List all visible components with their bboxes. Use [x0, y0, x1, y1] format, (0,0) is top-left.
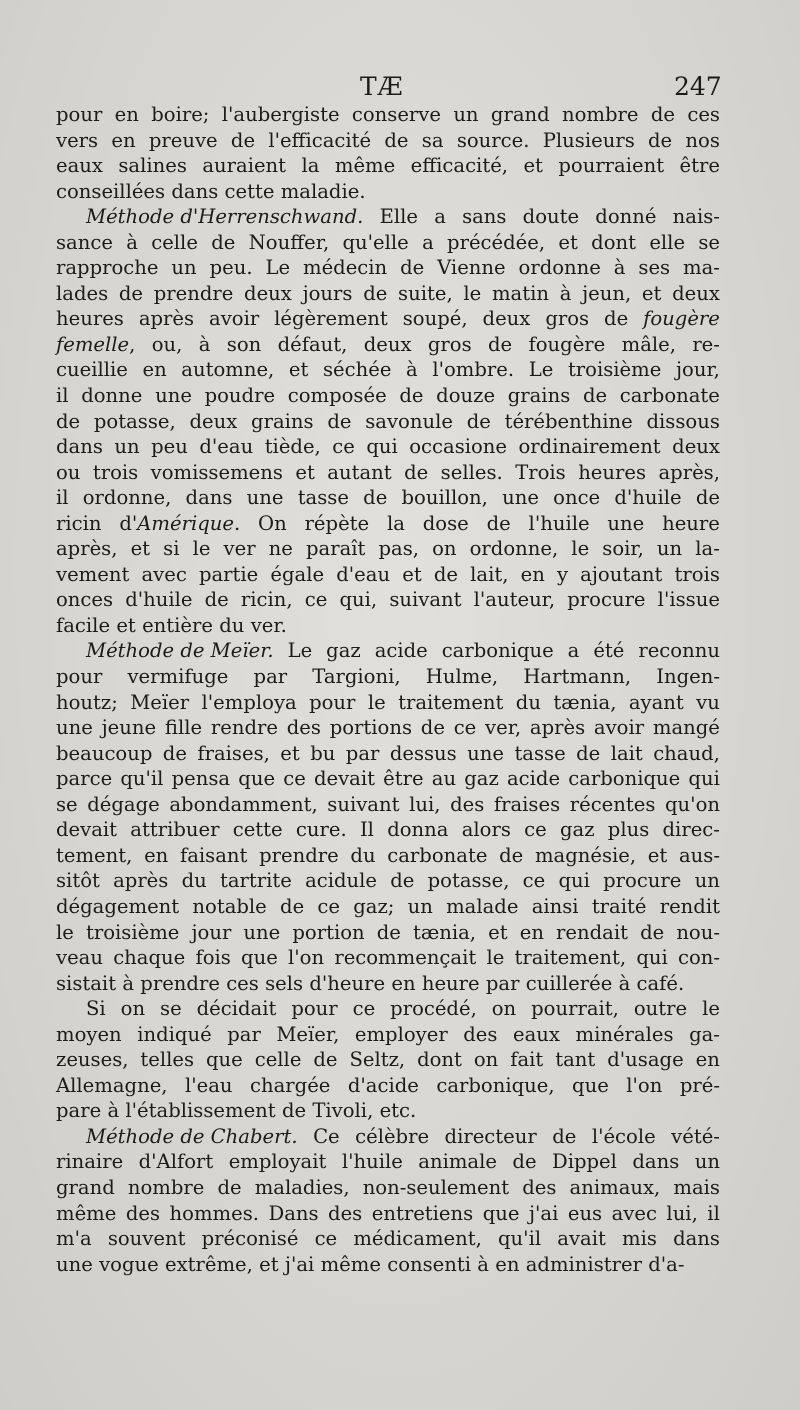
text-line: cueillie en automne, et séchée à l'ombre. Le troisième jour,: [56, 358, 720, 382]
method-heading: Méthode de Chabert.: [86, 1124, 298, 1148]
text-line: eaux salines auraient la même efficacité, et pourraient être: [56, 154, 720, 178]
text-line: m'a souvent préconisé ce médicament, qu'il avait mis dans: [56, 1227, 720, 1251]
text-line: le troisième jour une portion de tænia, et en rendait de nou-: [56, 920, 720, 944]
text-line: pour vermifuge par Targioni, Hulme, Hartmann, Ingen-: [56, 665, 720, 689]
text-line: dans un peu d'eau tiède, ce qui occasione ordinairement deux: [56, 435, 720, 459]
text-line: il donne une poudre composée de douze grains de carbonate: [56, 384, 720, 408]
text-line: Allemagne, l'eau chargée d'acide carbonique, que l'on pré-: [56, 1073, 720, 1097]
text-line: vers en preuve de l'efficacité de sa source. Plusieurs de nos: [56, 128, 720, 152]
text-line: onces d'huile de ricin, ce qui, suivant l'auteur, procure l'issue: [56, 588, 720, 612]
text-line: dégagement notable de ce gaz; un malade ainsi traité rendit: [56, 894, 720, 918]
text-line: pare à l'établissement de Tivoli, etc.: [56, 1099, 417, 1123]
text-line: rinaire d'Alfort employait l'huile animale de Dippel dans un: [56, 1150, 720, 1174]
text-line: pour en boire; l'aubergiste conserve un grand nombre de ces: [56, 103, 720, 126]
method-heading: Méthode de Meïer.: [86, 639, 274, 663]
text-line: rapproche un peu. Le médecin de Vienne ordonne à ses ma-: [56, 256, 720, 280]
text-line: facile et entière du ver.: [56, 613, 287, 637]
running-title: TÆ: [360, 72, 404, 101]
text-line: Méthode de Meïer. Le gaz acide carbonique a été reconnu: [86, 639, 720, 663]
text-line: il ordonne, dans une tasse de bouillon, une once d'huile de: [56, 486, 720, 510]
text-line: femelle, ou, à son défaut, deux gros de fougère mâle, re-: [56, 332, 720, 356]
paragraph: [56, 1124, 720, 1277]
text-line: Méthode d'Herrenschwand. Elle a sans doute donné nais-: [86, 205, 720, 229]
text-line: une vogue extrême, et j'ai même consenti à en administrer d'a-: [56, 1252, 685, 1276]
text-line: houtz; Meïer l'employa pour le traitement du tænia, ayant vu: [56, 690, 720, 714]
text-line: même des hommes. Dans des entretiens que j'ai eus avec lui, il: [56, 1201, 720, 1225]
text-line: se dégage abondamment, suivant lui, des fraises récentes qu'on: [56, 792, 720, 816]
paragraph: [56, 102, 720, 204]
text-line: ricin d'Amérique. On répète la dose de l'huile une heure: [56, 511, 720, 535]
body-text: [56, 102, 720, 1277]
text-line: parce qu'il pensa que ce devait être au gaz acide carbonique qui: [56, 767, 720, 791]
paragraph: [56, 204, 720, 638]
text-line: lades de prendre deux jours de suite, le matin à jeun, et deux: [56, 281, 720, 305]
text-line: après, et si le ver ne paraît pas, on ordonne, le soir, un la-: [56, 537, 720, 561]
paragraph: [56, 638, 720, 996]
text-line: Si on se décidait pour ce procédé, on pourrait, outre le: [86, 997, 720, 1021]
text-line: Méthode de Chabert. Ce célèbre directeur de l'école vété-: [86, 1124, 720, 1148]
paragraph: [56, 996, 720, 1124]
method-heading: Méthode d'Herrenschwand.: [86, 205, 364, 229]
text-line: une jeune fille rendre des portions de ce ver, après avoir mangé: [56, 716, 720, 740]
text-line: zeuses, telles que celle de Seltz, dont on fait tant d'usage en: [56, 1048, 720, 1072]
text-line: veau chaque fois que l'on recommençait le traitement, qui con-: [56, 946, 720, 970]
text-line: grand nombre de maladies, non-seulement des animaux, mais: [56, 1175, 720, 1199]
text-line: beaucoup de fraises, et bu par dessus une tasse de lait chaud,: [56, 741, 720, 765]
text-line: sitôt après du tartrite acidule de potasse, ce qui procure un: [56, 869, 720, 893]
text-line: de potasse, deux grains de savonule de térébenthine dissous: [56, 409, 720, 433]
text-line: vement avec partie égale d'eau et de lait, en y ajoutant trois: [56, 562, 720, 586]
running-header: [0, 72, 800, 106]
text-line: ou trois vomissemens et autant de selles. Trois heures après,: [56, 460, 720, 484]
text-line: conseillées dans cette maladie.: [56, 179, 366, 203]
text-line: devait attribuer cette cure. Il donna alors ce gaz plus direc-: [56, 818, 720, 842]
page-number: 247: [674, 72, 722, 101]
text-line: heures après avoir légèrement soupé, deux gros de fougère: [56, 307, 720, 331]
text-line: sance à celle de Nouffer, qu'elle a précédée, et dont elle se: [56, 230, 720, 254]
text-line: tement, en faisant prendre du carbonate de magnésie, et aus-: [56, 843, 720, 867]
text-line: moyen indiqué par Meïer, employer des eaux minérales ga-: [56, 1022, 720, 1046]
text-line: sistait à prendre ces sels d'heure en heure par cuillerée à café.: [56, 971, 685, 995]
